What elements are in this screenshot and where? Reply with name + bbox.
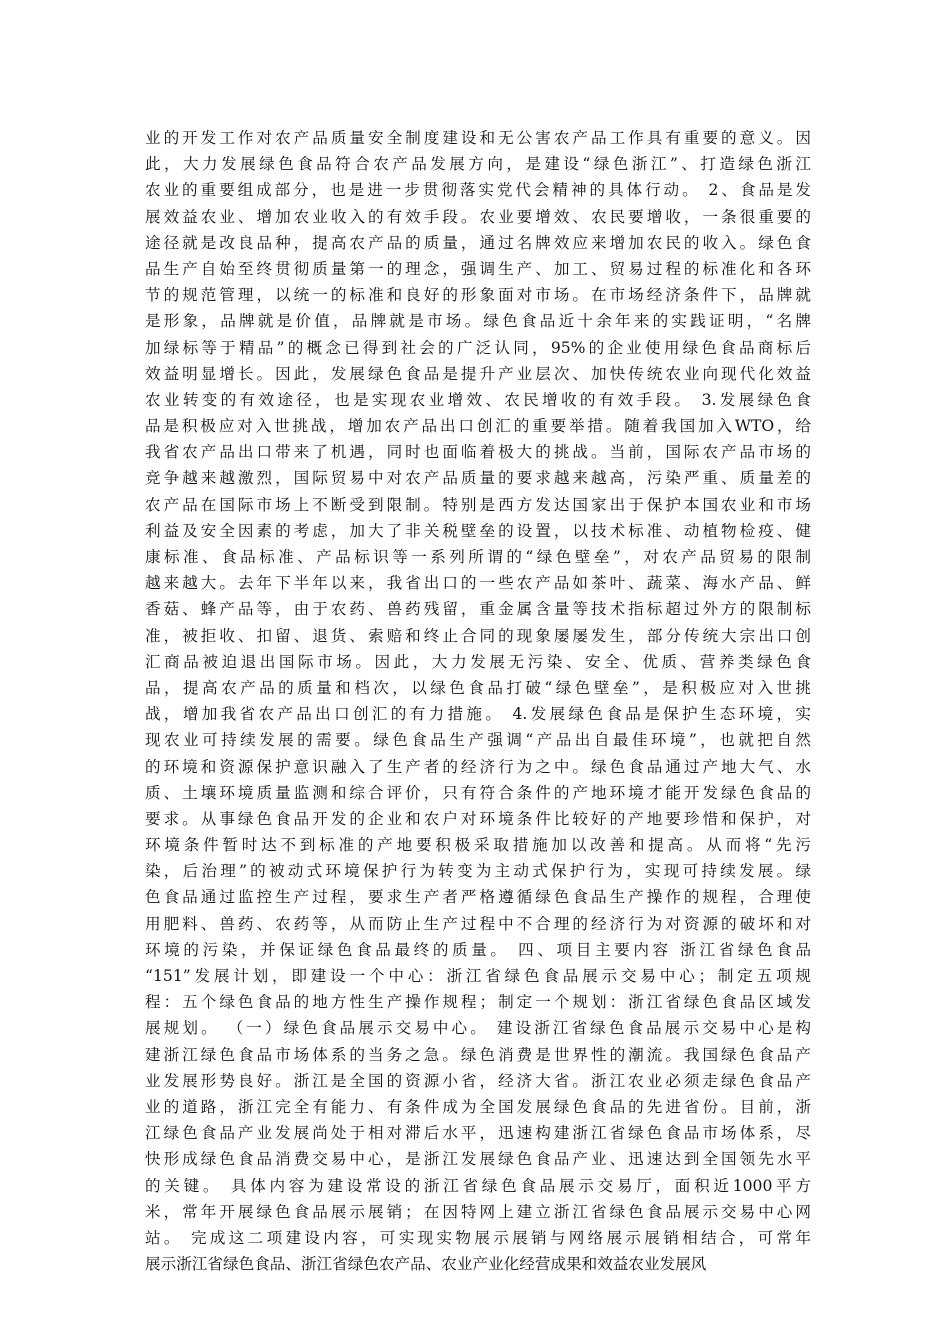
text-line: 色食品通过监控生产过程，要求生产者严格遵循绿色食品生产操作的规程，合理使 — [145, 888, 811, 907]
text-line: 程：五个绿色食品的地方性生产操作规程；制定一个规划：浙江省绿色食品区域发 — [145, 993, 811, 1012]
text-line: 业发展形势良好。浙江是全国的资源小省，经济大省。浙江农业必须走绿色食品产 — [145, 1071, 811, 1090]
text-line: 加绿标等于精品”的概念已得到社会的广泛认同，95%的企业使用绿色食品商标后 — [145, 338, 811, 357]
text-line: 现农业可持续发展的需要。绿色食品生产强调“产品出自最佳环境”，也就把自然 — [145, 731, 811, 750]
text-line: 展效益农业、增加农业收入的有效手段。农业要增效、农民要增收，一条很重要的 — [145, 207, 811, 226]
text-line: 途径就是改良品种，提高农产品的质量，通过名牌效应来增加农民的收入。绿色食 — [145, 233, 811, 252]
text-line: 竞争越来越激烈，国际贸易中对农产品质量的要求越来越高，污染严重、质量差的 — [145, 469, 811, 488]
text-line: 快形成绿色食品消费交易中心，是浙江发展绿色食品产业、迅速达到全国领先水平 — [145, 1150, 811, 1169]
text-line: 的关键。 具体内容为建设常设的浙江省绿色食品展示交易厅，面积近1000平方 — [145, 1176, 811, 1195]
text-line: 展规划。 （一）绿色食品展示交易中心。 建设浙江省绿色食品展示交易中心是构 — [145, 1019, 811, 1038]
text-line: 的环境和资源保护意识融入了生产者的经济行为之中。绿色食品通过产地大气、水 — [145, 757, 811, 776]
text-line: 汇商品被迫退出国际市场。因此，大力发展无污染、安全、优质、营养类绿色食 — [145, 652, 811, 671]
text-line: 我省农产品出口带来了机遇，同时也面临着极大的挑战。当前，国际农产品市场的 — [145, 443, 811, 462]
text-line: 米，常年开展绿色食品展示展销；在因特网上建立浙江省绿色食品展示交易中心网 — [145, 1202, 811, 1221]
text-line: “151”发展计划，即建设一个中心：浙江省绿色食品展示交易中心；制定五项规 — [145, 967, 811, 985]
text-line: 农业转变的有效途径，也是实现农业增效、农民增收的有效手段。 3.发展绿色食 — [145, 390, 811, 409]
text-line: 是形象，品牌就是价值，品牌就是市场。绿色食品近十余年来的实践证明，“名牌 — [145, 312, 811, 331]
text-line: 香菇、蜂产品等，由于农药、兽药残留，重金属含量等技术指标超过外方的限制标 — [145, 600, 811, 619]
text-line: 战，增加我省农产品出口创汇的有力措施。 4.发展绿色食品是保护生态环境，实 — [145, 705, 811, 724]
text-line: 用肥料、兽药、农药等，从而防止生产过程中不合理的经济行为对资源的破坏和对 — [145, 914, 811, 933]
text-line: 染，后治理”的被动式环境保护行为转变为主动式保护行为，实现可持续发展。绿 — [145, 862, 811, 881]
text-line: 越来越大。去年下半年以来，我省出口的一些农产品如茶叶、蔬菜、海水产品、鲜 — [145, 574, 811, 593]
text-line: 康标准、食品标准、产品标识等一系列所谓的“绿色壁垒”，对农产品贸易的限制 — [145, 548, 811, 566]
text-line: 业的道路，浙江完全有能力、有条件成为全国发展绿色食品的先进省份。目前，浙 — [145, 1097, 811, 1116]
text-line: 环境条件暂时达不到标准的产地要积极采取措施加以改善和提高。从而将“先污 — [145, 836, 811, 855]
text-line: 农产品在国际市场上不断受到限制。特别是西方发达国家出于保护本国农业和市场 — [145, 495, 811, 514]
text-line: 业的开发工作对农产品质量安全制度建设和无公害农产品工作具有重要的意义。因 — [145, 129, 811, 147]
text-line: 品，提高农产品的质量和档次，以绿色食品打破“绿色壁垒”，是积极应对入世挑 — [145, 678, 811, 697]
text-line: 节的规范管理，以统一的标准和良好的形象面对市场。在市场经济条件下，品牌就 — [145, 286, 811, 305]
text-line: 质、土壤环境质量监测和综合评价，只有符合条件的产地环境才能开发绿色食品的 — [145, 783, 811, 802]
text-line: 农业的重要组成部分，也是进一步贯彻落实党代会精神的具体行动。 2、食品是发 — [145, 181, 811, 200]
text-line: 环境的污染，并保证绿色食品最终的质量。 四、项目主要内容 浙江省绿色食品 — [145, 940, 811, 959]
text-line: 效益明显增长。因此，发展绿色食品是提升产业层次、加快传统农业向现代化效益 — [145, 364, 811, 383]
text-line: 品是积极应对入世挑战，增加农产品出口创汇的重要举措。随着我国加入WTO，给 — [145, 417, 811, 436]
text-line: 利益及安全因素的考虑，加大了非关税壁垒的设置，以技术标准、动植物检疫、健 — [145, 521, 811, 540]
text-line: 展示浙江省绿色食品、浙江省绿色农产品、农业产业化经营成果和效益农业发展风 — [145, 1255, 707, 1274]
text-line: 江绿色食品产业发展尚处于相对滞后水平，迅速构建浙江省绿色食品市场体系，尽 — [145, 1124, 811, 1143]
text-line: 建浙江绿色食品市场体系的当务之急。绿色消费是世界性的潮流。我国绿色食品产 — [145, 1045, 811, 1064]
text-line: 此，大力发展绿色食品符合农产品发展方向，是建设“绿色浙江”、打造绿色浙江 — [145, 155, 811, 174]
text-line: 准，被拒收、扣留、退货、索赔和终止合同的现象屡屡发生，部分传统大宗出口创 — [145, 626, 811, 645]
text-line: 要求。从事绿色食品开发的企业和农户对环境条件比较好的产地要珍惜和保护，对 — [145, 809, 811, 828]
text-line: 品生产自始至终贯彻质量第一的理念，强调生产、加工、贸易过程的标准化和各环 — [145, 259, 811, 278]
text-line: 站。 完成这二项建设内容，可实现实物展示展销与网络展示展销相结合，可常年 — [145, 1228, 811, 1247]
body-text — [145, 125, 811, 1277]
